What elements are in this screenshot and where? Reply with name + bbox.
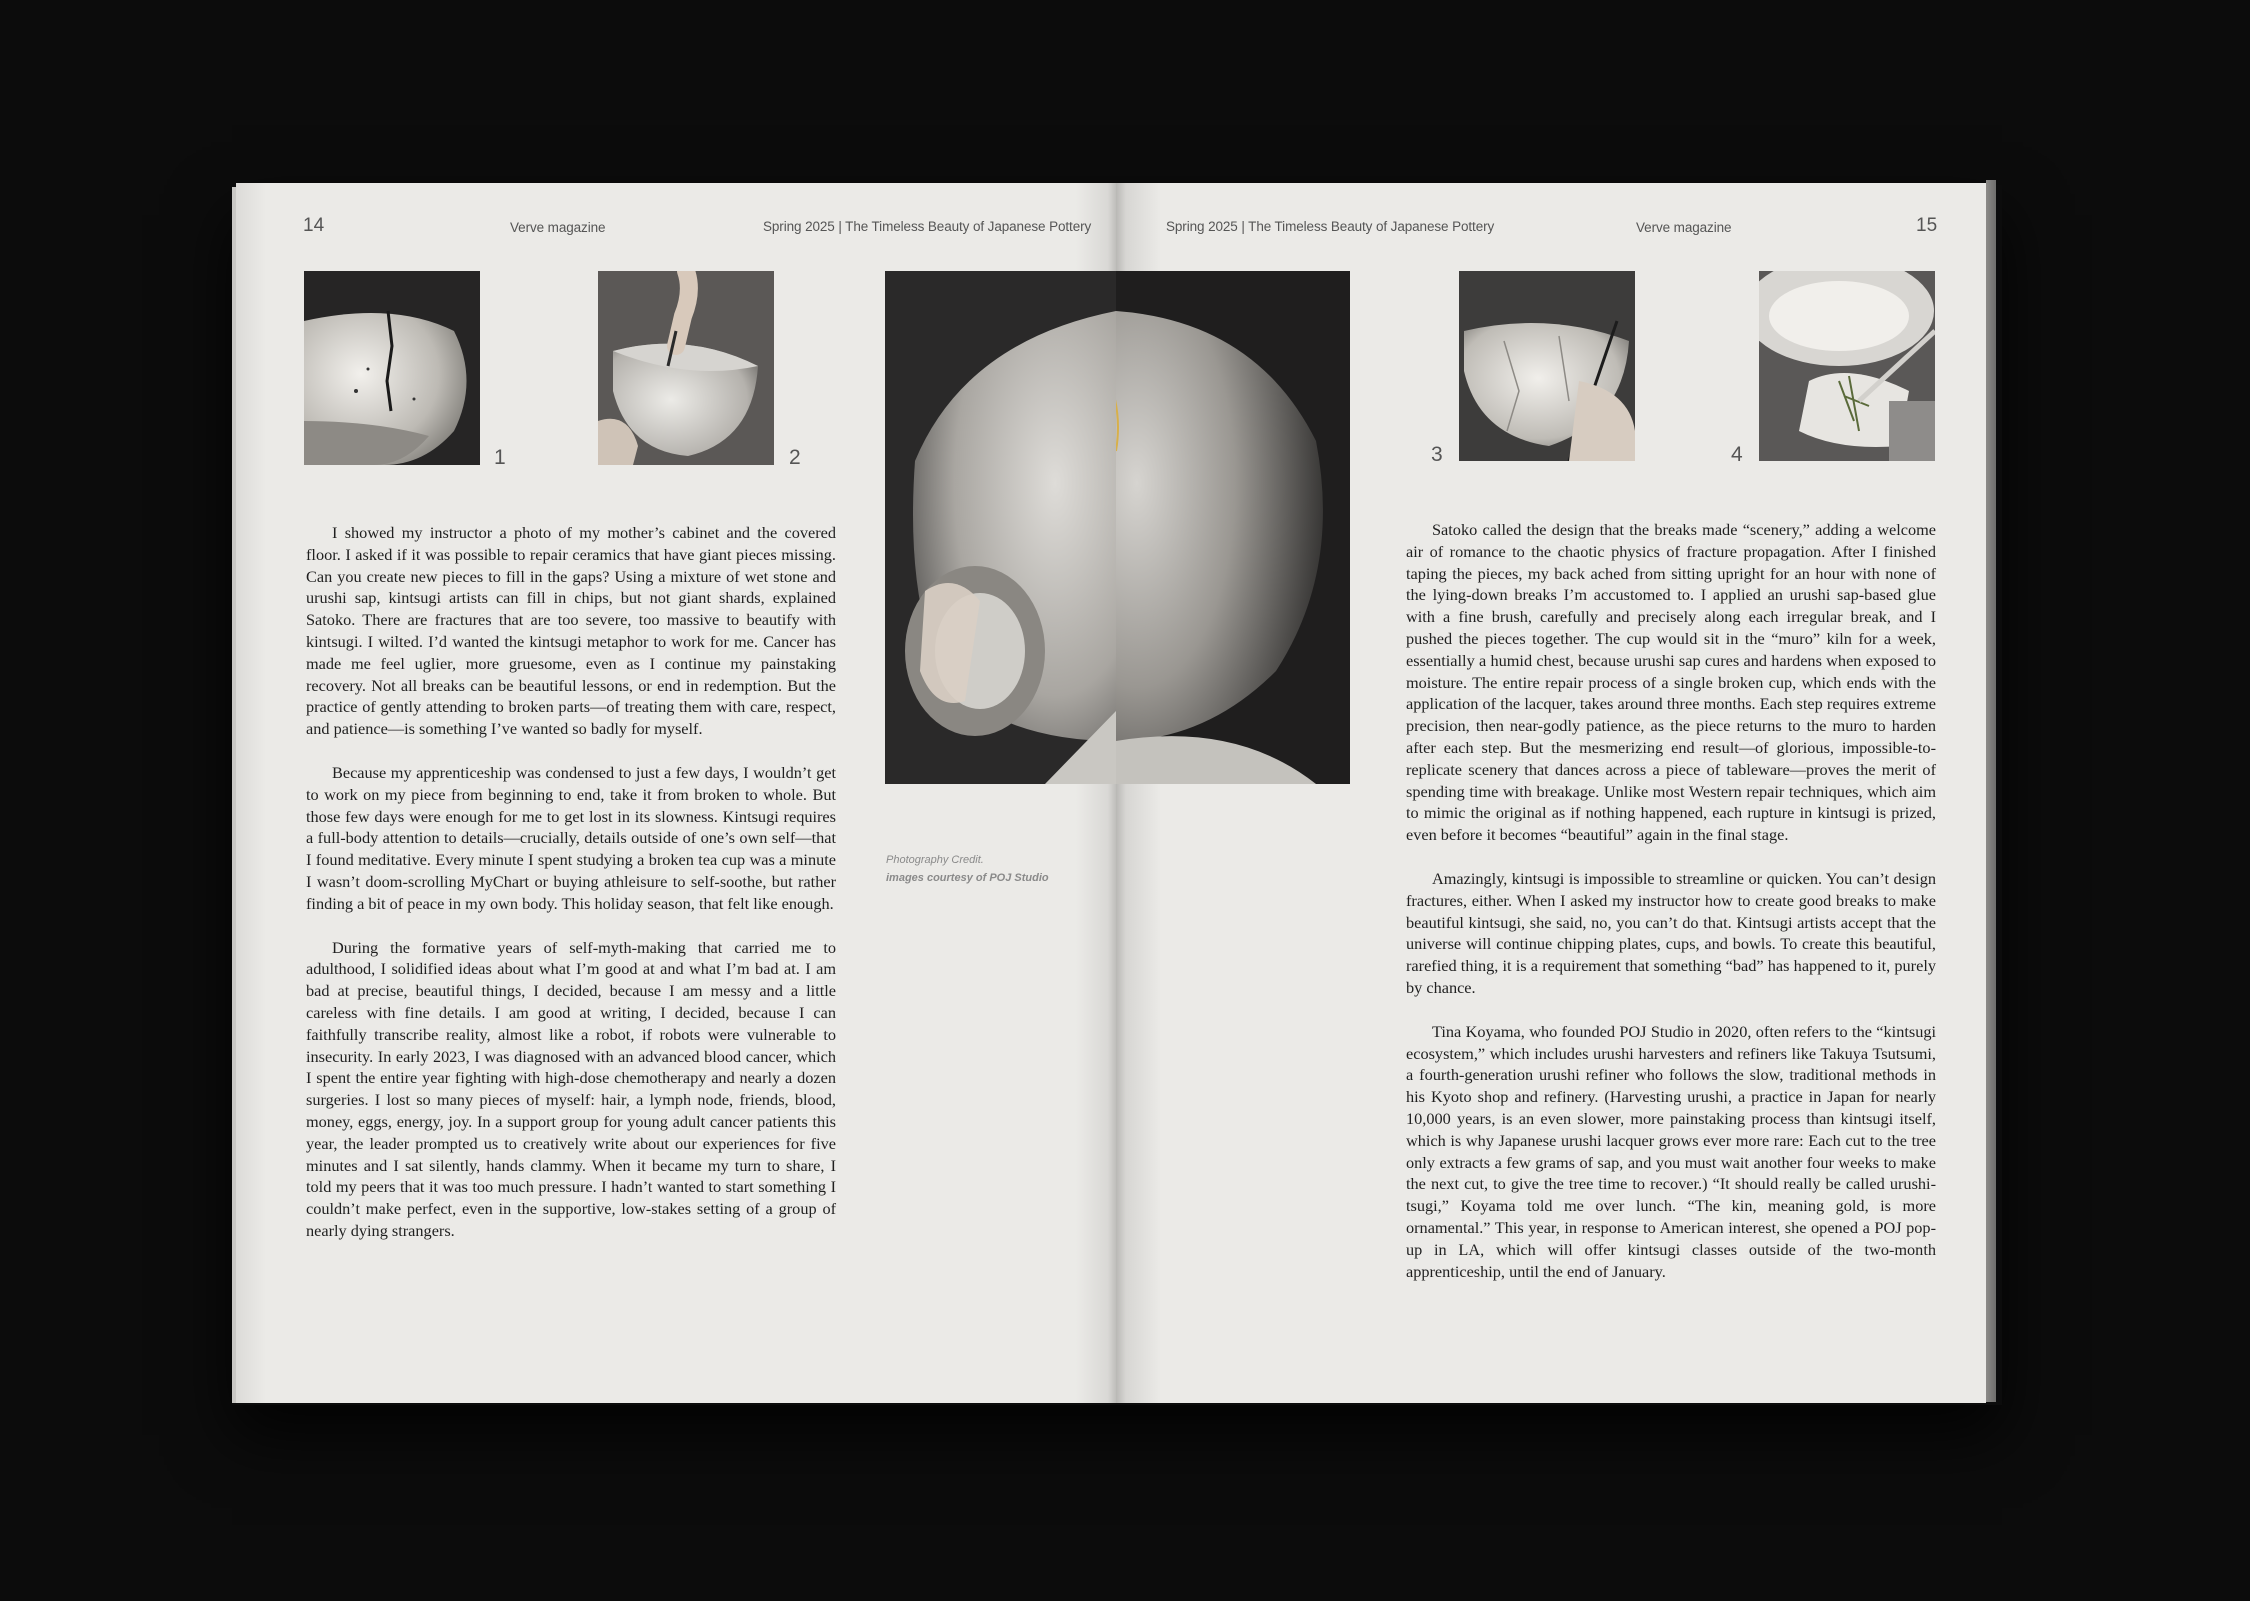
paragraph: Amazingly, kintsugi is impossible to streamline or quicken. You can’t design fractures, either. When I asked my instructor how to create good breaks to make beautiful kintsugi, she said, no, you can’t do that. Kintsugi artists accept that the universe will continue chipping plates, cups, and bowls. To create this beautiful, rarefied thing, it is a requirement that something “bad” has happened to it, purely by chance.: [1406, 868, 1936, 997]
credit-label: Photography Credit.: [886, 854, 984, 866]
page-number: 14: [303, 215, 325, 236]
page-number: 15: [1916, 215, 1938, 236]
photo-painting-bowl: [1759, 271, 1935, 461]
magazine-name: Verve magazine: [510, 220, 606, 235]
left-article-text: [306, 522, 836, 1264]
photo-taped-bowl: [1459, 271, 1635, 461]
paragraph: Because my apprenticeship was condensed to just a few days, I wouldn’t get to work on my piece from beginning to end, take it from broken to whole. But those few days were enough for me to get lost in its slowness. Kintsugi requires a full-body attention to details—crucially, details outside of one’s own self—that I found meditative. Every minute I spent studying a broken tea cup was a minute I wasn’t doom-scrolling MyChart or buying athleisure to self-soothe, but rather finding a bit of peace in my own body. This holiday season, that felt like enough.: [306, 762, 836, 913]
issue-title: Spring 2025 | The Timeless Beauty of Japanese Pottery: [763, 219, 1092, 234]
photo-kintsugi-cup-right: [1116, 271, 1350, 784]
figure-number-1: 1: [494, 446, 506, 469]
paragraph: Satoko called the design that the breaks made “scenery,” adding a welcome air of romance to the chaotic physics of fracture propagation. After I finished taping the pieces, my back ached from sitting upright for an hour with none of the lying-down breaks I’m accustomed to. I applied an urushi sap-based glue with a fine brush, carefully and precisely along each irregular break, and I pushed the pieces together. The cup would sit in the “muro” kiln for a week, essentially a humid chest, because urushi sap cures and hardens when exposed to moisture. The entire repair process of a single broken cup, which ends with the application of the lacquer, takes around three months. Each step requires extreme precision, then near-godly patience, as the piece returns to the muro to harden after each step. But the mesmerizing end result—of glorious, impossible-to-replicate scenery that dances across a piece of tableware—proves the merit of spending time with breakage. Unlike most Western repair techniques, which aim to mimic the original as if nothing happened, each rupture in kintsugi is prized, even before it becomes “beautiful” again in the final stage.: [1406, 520, 1936, 845]
figure-number-3: 3: [1431, 443, 1443, 466]
photo-kintsugi-cup-left: [885, 271, 1116, 784]
photo-hand-brush-bowl: [598, 271, 774, 465]
right-page: [1116, 183, 1986, 1403]
magazine-name: Verve magazine: [1636, 220, 1732, 235]
paragraph: Tina Koyama, who founded POJ Studio in 2020, often refers to the “kintsugi ecosystem,” which includes urushi harvesters and refiners like Takuya Tsutsumi, a fourth-generation urushi refiner who follows the slow, traditional methods in his Kyoto shop and refinery. (Harvesting urushi, a practice in Japan for nearly 10,000 years, is an even slower, more painstaking process than kintsugi itself, which is why Japanese urushi lacquer grows ever more rare: Each cut to the tree only extracts a few grams of sap, and you must wait another four weeks to make the next cut, to give the tree time to recover.) “It should really be called urushi-tsugi,” Koyama told me over lunch. “The kin, meaning gold, is more ornamental.” This year, in response to American interest, she opened a POJ pop-up in LA, which will offer kintsugi classes outside of the two-month apprenticeship, until the end of January.: [1406, 1021, 1936, 1281]
photo-credit: [886, 851, 1049, 887]
figure-number-4: 4: [1731, 443, 1743, 466]
paragraph: I showed my instructor a photo of my mother’s cabinet and the covered floor. I asked if it was possible to repair ceramics that have giant pieces missing. Can you create new pieces to fill in the gaps? Using a mixture of wet stone and urushi sap, kintsugi artists can fill in chips, but not giant shards, explained Satoko. There are fractures that are too severe, too massive to beautify with kintsugi. I wilted. I’d wanted the kintsugi metaphor to work for me. Cancer has made me feel uglier, more gruesome, even as I continue my painstaking recovery. Not all breaks can be beautiful lessons, or end in redemption. But the practice of gently attending to broken parts—of treating them with care, respect, and patience—is something I’ve wanted so badly for myself.: [306, 523, 836, 739]
page-edge-right: [1986, 180, 1996, 1402]
issue-title: Spring 2025 | The Timeless Beauty of Japanese Pottery: [1166, 219, 1495, 234]
figure-number-2: 2: [789, 446, 801, 469]
paragraph: During the formative years of self-myth-making that carried me to adulthood, I solidified ideas about what I’m good at and what I’m bad at. I am bad at precise, beautiful things, I decided, because I am messy and a little careless with fine details. I am good at writing, I decided, because I can faithfully transcribe reality, almost like a robot, if robots were vulnerable to insecurity. In early 2023, I was diagnosed with an advanced blood cancer, which I spent the entire year fighting with high-dose chemotherapy and nearly a dozen surgeries. I lost so many pieces of myself: hair, a lymph node, friends, blood, money, eggs, energy, joy. In a support group for young adult cancer patients this year, the leader prompted us to creatively write about our experiences for five minutes and I sat silently, hands clammy. When it became my turn to share, I told my peers that it was too much pressure. I hadn’t wanted to start something I couldn’t make perfect, even in the supportive, low-stakes setting of a group of nearly dying strangers.: [306, 937, 836, 1240]
left-page: [236, 183, 1116, 1403]
credit-source: images courtesy of POJ Studio: [886, 872, 1049, 884]
right-article-text: [1406, 519, 1936, 1304]
photo-cracked-bowl: [304, 271, 480, 465]
